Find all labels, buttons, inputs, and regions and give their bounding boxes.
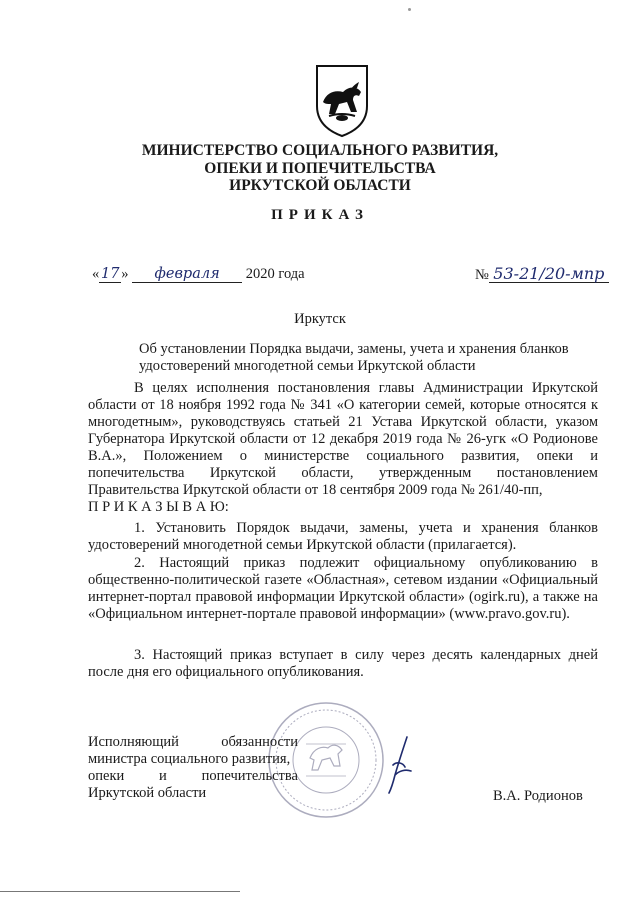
signatory-name: В.А. Родионов <box>493 788 583 804</box>
order-subject: Об установлении Порядка выдачи, замены, учета и хранения бланков удостоверений многодетной семьи Иркутской области <box>139 341 569 374</box>
order-number-value: 53-21/20-мпр <box>489 266 609 283</box>
signatory-position <box>88 734 298 802</box>
order-number <box>475 266 609 284</box>
order-date: « 17 » февраля 2020 года <box>92 266 305 282</box>
page-bottom-rule <box>0 891 240 892</box>
order-item-3-text: 3. Настоящий приказ вступает в силу через десять календарных дней после дня его официального опубликования. <box>88 647 598 680</box>
order-item-3 <box>88 647 598 681</box>
order-date-year: 2020 года <box>245 266 305 282</box>
handwritten-signature-icon <box>385 735 415 795</box>
signatory-position-line-3: опеки и попечительства <box>88 768 298 784</box>
preamble-text: В целях исполнения постановления главы Администрации Иркутской области от 18 ноября 1992 года № 341 «О категории семей, которые относятся к многодетным», руководствуясь статьей 21 Устава Иркутской области, указом Губернатора Иркутской области от 12 декабря 2019 года № 26-угк «О Родионове В.А.», Положением о министерстве социального развития, опеки и попечительства Иркутской области, утвержденным постановлением Правительства Иркутской области от 18 сентября 2009 года № 261/40-пп, <box>88 380 598 498</box>
order-item-1-text: 1. Установить Порядок выдачи, замены, учета и хранения бланков удостоверений многодетной семьи Иркутской области (прилагается). <box>88 520 598 553</box>
order-item-2 <box>88 555 598 623</box>
signatory-position-line-4: Иркутской области <box>88 785 207 801</box>
signatory-position-line-1: Исполняющий обязанности <box>88 734 298 750</box>
order-city: Иркутск <box>294 311 346 327</box>
order-date-day: 17 <box>101 266 120 282</box>
order-number-prefix: № <box>475 267 489 283</box>
irkutsk-emblem-icon <box>313 62 371 138</box>
order-item-2-text: 2. Настоящий приказ подлежит официальному опубликованию в общественно-политической газете «Областная», сетевом издании «Официальный интернет-портал правовой информации Иркутской области» (ogirk.ru), а также на «Официальном интернет-портале правовой информации» (www.pravo.gov.ru). <box>88 555 598 622</box>
document-type-title: ПРИКАЗ <box>271 207 369 223</box>
scan-artifact <box>408 8 411 11</box>
org-name-line-1: МИНИСТЕРСТВО СОЦИАЛЬНОГО РАЗВИТИЯ, <box>141 142 499 159</box>
org-name-line-2: ОПЕКИ И ПОПЕЧИТЕЛЬСТВА <box>204 160 436 177</box>
signatory-position-line-2: министра социального развития, <box>88 751 291 767</box>
order-word: П Р И К А З Ы В А Ю: <box>88 499 229 515</box>
order-date-month: февраля <box>132 266 242 283</box>
org-name-line-3: ИРКУТСКОЙ ОБЛАСТИ <box>229 177 411 194</box>
preamble-paragraph <box>88 380 598 499</box>
order-item-1 <box>88 520 598 554</box>
